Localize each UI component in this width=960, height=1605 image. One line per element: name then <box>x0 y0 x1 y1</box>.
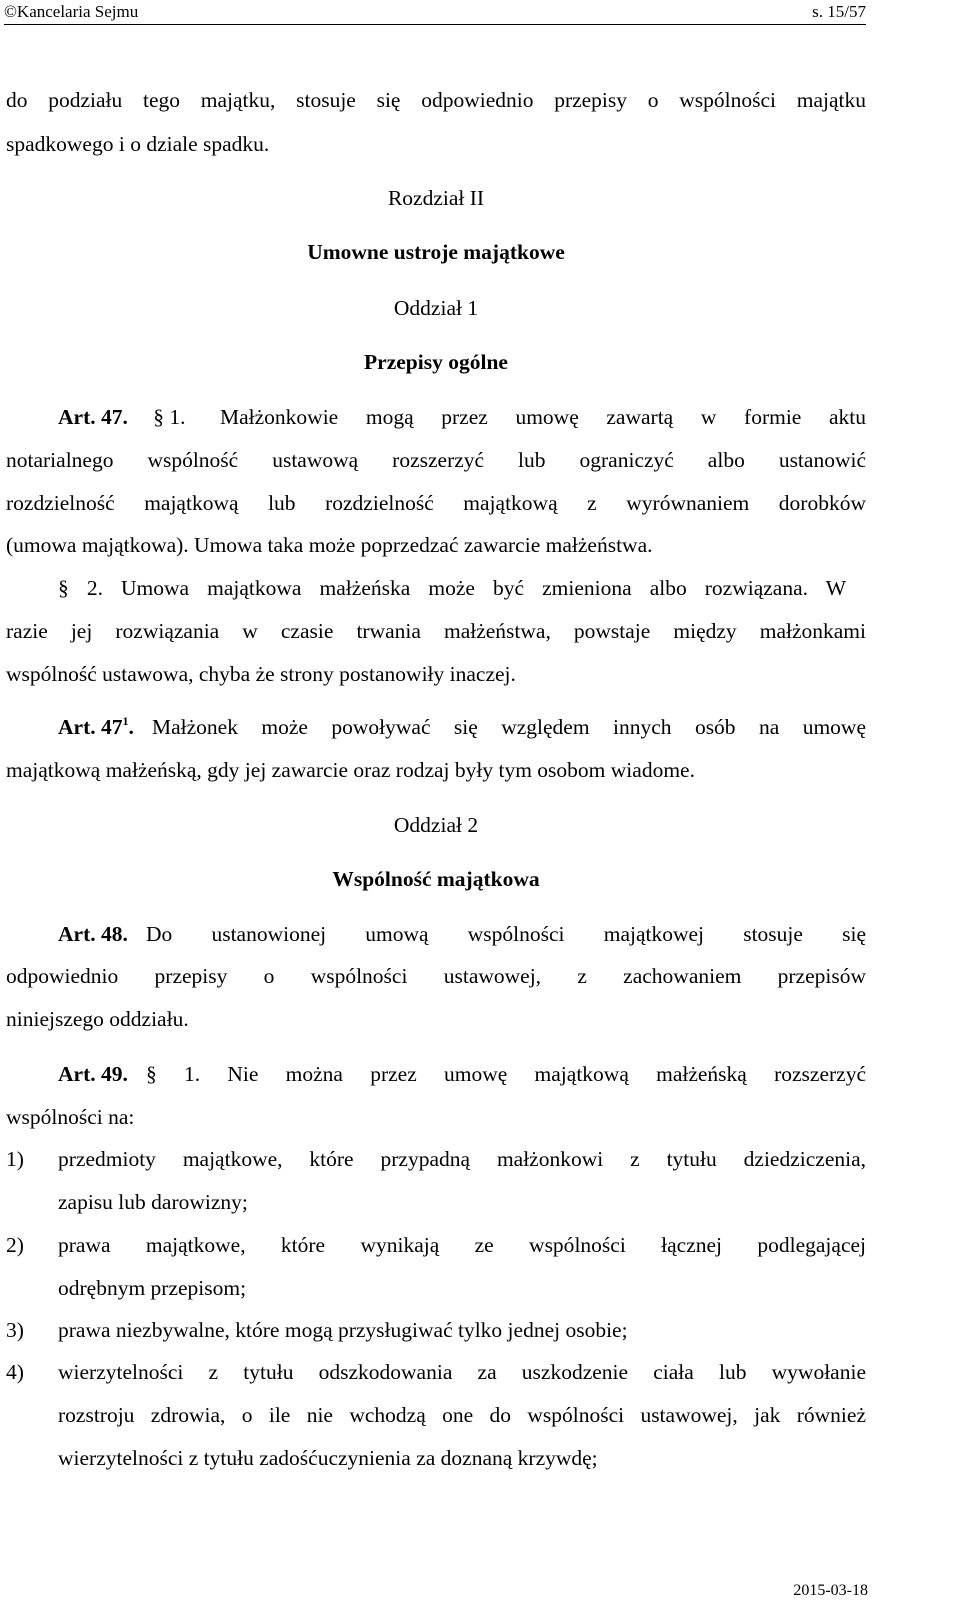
list-item-number: 3) <box>6 1318 24 1342</box>
list-item-line: przedmioty majątkowe, które przypadną małżonkowi z tytułu dziedziczenia, <box>58 1147 866 1171</box>
list-item-line: prawa majątkowe, które wynikają ze wspólności łącznej podlegającej <box>58 1233 866 1257</box>
art-47-1-superscript: 1 <box>122 714 129 728</box>
section-1-number: Oddział 1 <box>393 296 479 320</box>
art-47-par-2-first: § 2. Umowa majątkowa małżeńska może być zmieniona albo rozwiązana. W <box>58 576 846 600</box>
chapter-title: Umowne ustroje majątkowe <box>307 240 565 264</box>
art-49-line-1 <box>6 1062 866 1086</box>
art-48-first: Do ustanowionej umową wspólności majątkowej stosuje się <box>146 922 866 946</box>
art-47-line-1 <box>6 405 866 429</box>
art-49-label: Art. 49. <box>58 1062 128 1086</box>
header-page-number: s. 15/57 <box>812 2 866 21</box>
art-49-line-2: wspólności na: <box>6 1105 135 1129</box>
art-47-1-line-2: majątkową małżeńską, gdy jej zawarcie oraz rodzaj były tym osobom wiadome. <box>6 758 695 782</box>
art-47-par-1-first: Małżonkowie mogą przez umowę zawartą w formie aktu <box>220 405 866 429</box>
footer-date: 2015-03-18 <box>793 1582 868 1599</box>
art-48-label: Art. 48. <box>58 922 128 946</box>
art-48-line-1 <box>6 922 866 946</box>
list-item-line: wierzytelności z tytułu odszkodowania za uszkodzenie ciała lub wywołanie <box>58 1360 866 1384</box>
art-47-label: Art. 47. <box>58 405 128 429</box>
list-item-line: odrębnym przepisom; <box>58 1276 247 1300</box>
art-47-par-1-num: § 1. <box>153 405 186 429</box>
list-item-number: 4) <box>6 1360 24 1384</box>
art-47-par-2-line-3: wspólność ustawowa, chyba że strony postanowiły inaczej. <box>6 662 516 686</box>
intro-line-1: do podziału tego majątku, stosuje się odpowiednio przepisy o wspólności majątku <box>6 88 866 112</box>
art-47-1-line-1 <box>6 715 866 739</box>
list-item-number: 2) <box>6 1233 24 1257</box>
art-47-line-4: (umowa majątkowa). Umowa taka może poprzedzać zawarcie małżeństwa. <box>6 533 653 557</box>
art-47-line-3: rozdzielność majątkową lub rozdzielność majątkową z wyrównaniem dorobków <box>6 491 866 515</box>
art-47-par-2-line-2: razie jej rozwiązania w czasie trwania małżeństwa, powstaje między małżonkami <box>6 619 866 643</box>
art-47-1-label: Art. $47^1$. <box>58 714 134 739</box>
header-divider <box>4 24 866 25</box>
art-47-1-first: Małżonek może powoływać się względem innych osób na umowę <box>152 715 866 739</box>
list-item-line: zapisu lub darowizny; <box>58 1190 248 1214</box>
list-item-line: rozstroju zdrowia, o ile nie wchodzą one do wspólności ustawowej, jak również <box>58 1403 866 1427</box>
intro-line-2: spadkowego i o dziale spadku. <box>6 132 270 156</box>
section-2-number: Oddział 2 <box>393 813 479 837</box>
art-48-line-2: odpowiednio przepisy o wspólności ustawowej, z zachowaniem przepisów <box>6 964 866 988</box>
art-47-line-2: notarialnego wspólność ustawową rozszerzyć lub ograniczyć albo ustanowić <box>6 448 866 472</box>
art-49-first: § 1. Nie można przez umowę majątkową małżeńską rozszerzyć <box>146 1062 866 1086</box>
art-48-line-3: niniejszego oddziału. <box>6 1007 189 1031</box>
chapter-number: Rozdział II <box>387 186 485 210</box>
list-item-line: wierzytelności z tytułu zadośćuczynienia za doznaną krzywdę; <box>58 1446 598 1470</box>
list-item-number: 1) <box>6 1147 24 1171</box>
header-source: ©Kancelaria Sejmu <box>4 2 139 21</box>
list-item-line: prawa niezbywalne, które mogą przysługiwać tylko jednej osobie; <box>58 1318 628 1342</box>
section-1-title: Przepisy ogólne <box>364 350 508 374</box>
section-2-title: Wspólność majątkowa <box>332 867 540 891</box>
